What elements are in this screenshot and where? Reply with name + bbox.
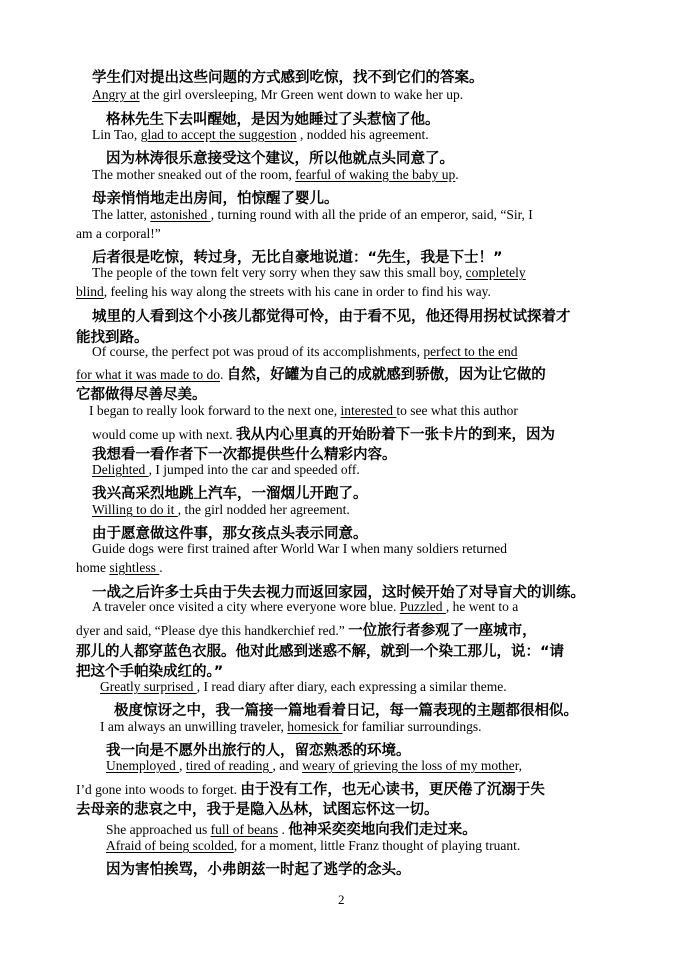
text-span: 那儿的人都穿蓝色衣服。他对此感到迷惑不解，就到一个染工那儿，说：“请 [76, 644, 565, 660]
text-line [106, 758, 522, 774]
text-span: 它都做得尽善尽美。 [76, 387, 207, 403]
text-span: r, [514, 758, 523, 773]
text-line [92, 599, 518, 615]
text-line [92, 167, 459, 183]
text-span: I’d gone into woods to forget. [76, 782, 241, 797]
text-span: 一战之后许多士兵由于失去视力而返回家园，这时候开始了对导盲犬的训练。 [92, 585, 585, 601]
text-span: 自然，好罐为自己的成就感到骄傲，因为让它做的 [226, 367, 546, 383]
text-line [76, 383, 207, 404]
text-span: The latter, [92, 207, 151, 222]
text-line [92, 207, 533, 223]
text-span: , and [272, 758, 303, 773]
text-line [92, 522, 368, 543]
text-span: 学生们对提出这些问题的方式感到吃惊，找不到它们的答案。 [92, 70, 484, 86]
underlined-phrase: fearful of waking the baby up [295, 167, 456, 182]
text-line [114, 699, 578, 720]
text-span: , nodded his agreement. [296, 127, 429, 142]
underlined-phrase: Willing to do it [92, 502, 178, 517]
text-line [100, 719, 482, 735]
text-line [92, 127, 429, 143]
underlined-phrase: tired of reading [185, 758, 273, 773]
text-span: I began to really look forward to the next one, [89, 403, 341, 418]
text-span: I am always an unwilling traveler, [100, 719, 288, 734]
text-span: am a corporal!” [76, 226, 161, 241]
underlined-phrase: for what it was made to do [76, 367, 220, 382]
underlined-phrase: full of beans [210, 822, 279, 837]
text-span: dyer and said, “Please dye this handkerchief red.” [76, 623, 349, 638]
underlined-phrase: astonished [150, 207, 211, 222]
text-line [106, 858, 411, 879]
text-span: for familiar surroundings. [342, 719, 482, 734]
text-span: The mother sneaked out of the room, [92, 167, 296, 182]
text-line [89, 403, 518, 419]
underlined-phrase: interested [340, 403, 397, 418]
text-span: 极度惊讶之中，我一篇接一篇地看着日记，每一篇表现的主题都很相似。 [114, 703, 578, 719]
text-span: 格林先生下去叫醒她，是因为她睡过了头惹恼了他。 [106, 112, 440, 128]
underlined-phrase: glad to accept the suggestion [140, 127, 297, 142]
text-span: 因为林涛很乐意接受这个建议，所以他就点头同意了。 [106, 151, 454, 167]
text-span: . [278, 822, 289, 837]
text-span: 后者很是吃惊，转过身，无比自豪地说道：“先生，我是下士！” [92, 250, 503, 266]
text-span: 去母亲的悲哀之中，我于是隐入丛林，试图忘怀这一切。 [76, 802, 439, 818]
underlined-phrase: sightless [109, 560, 160, 575]
text-span: the girl oversleeping, Mr Green went down to wake her up. [139, 87, 464, 102]
text-line [76, 619, 537, 640]
text-span: , for a moment, little Franz thought of playing truant. [233, 838, 521, 853]
underlined-phrase: homesick [287, 719, 343, 734]
text-span: . [455, 167, 459, 182]
text-line [92, 541, 507, 557]
text-line [92, 502, 350, 518]
underlined-phrase: blind [76, 284, 104, 299]
page-number: 2 [338, 892, 345, 907]
text-span: 我一向是不愿外出旅行的人，留恋熟悉的环境。 [106, 743, 411, 759]
text-span: Lin Tao, [92, 127, 141, 142]
text-span: 能找到路。 [76, 330, 149, 346]
text-line [92, 344, 518, 360]
text-span: A traveler once visited a city where everyone wore blue. [92, 599, 400, 614]
text-line [92, 443, 397, 464]
underlined-phrase: Puzzled [399, 599, 446, 614]
text-span: , turning round with all the pride of an emperor, said, “Sir, I [210, 207, 533, 222]
text-span: Of course, the perfect pot was proud of its accomplishments, [92, 344, 424, 359]
text-line [92, 482, 368, 503]
text-span: Guide dogs were first trained after World War I when many soldiers returned [92, 541, 507, 556]
text-line [76, 284, 491, 300]
underlined-phrase: Afraid of being scolded [106, 838, 234, 853]
text-span: 我兴高采烈地跳上汽车，一溜烟儿开跑了。 [92, 486, 368, 502]
text-line [106, 739, 411, 760]
text-span: 由于没有工作，也无心读书，更厌倦了沉溺于失 [240, 782, 545, 798]
text-span: She approached us [106, 822, 211, 837]
underlined-phrase: completely [465, 265, 526, 280]
text-span: 因为害怕挨骂，小弗朗兹一时起了逃学的念头。 [106, 862, 411, 878]
text-span: 由于愿意做这件事，那女孩点头表示同意。 [92, 526, 368, 542]
underlined-phrase: perfect to the end [423, 344, 518, 359]
text-line [106, 838, 520, 854]
text-span: , I read diary after diary, each expressing a similar theme. [196, 679, 507, 694]
underlined-phrase: Greatly surprised [100, 679, 197, 694]
text-line [106, 108, 440, 129]
text-line [76, 778, 545, 799]
text-span: 母亲悄悄地走出房间，怕惊醒了婴儿。 [92, 191, 339, 207]
text-span: 我想看一看作者下一次都提供些什么精彩内容。 [92, 447, 397, 463]
text-line [92, 305, 571, 326]
underlined-phrase: weary of grieving the loss of my mothe [302, 758, 515, 773]
text-span: would come up with next. [92, 427, 236, 442]
text-line [106, 818, 477, 839]
text-span: 把这个手帕染成红的。” [76, 664, 224, 680]
text-span: 他神采奕奕地向我们走过来。 [288, 822, 477, 838]
underlined-phrase: Angry at [92, 87, 140, 102]
text-span: home [76, 560, 110, 575]
text-line [106, 147, 454, 168]
text-span: , [179, 758, 186, 773]
text-span: . [219, 367, 227, 382]
text-line [92, 187, 339, 208]
text-span: . [159, 560, 163, 575]
text-span: , feeling his way along the streets with his cane in order to find his way. [103, 284, 491, 299]
underlined-phrase: Unemployed [106, 758, 180, 773]
text-span: , the girl nodded her agreement. [177, 502, 350, 517]
text-span: 一位旅行者参观了一座城市， [348, 623, 537, 639]
text-line [92, 87, 463, 103]
text-line [76, 660, 223, 681]
text-line [100, 679, 507, 695]
text-line [76, 640, 564, 661]
text-line [76, 560, 163, 576]
text-line [76, 226, 161, 242]
text-span: , I jumped into the car and speeded off. [148, 462, 360, 477]
text-line [92, 246, 503, 267]
text-span: to see what this author [396, 403, 518, 418]
text-span: 我从内心里真的开始盼着下一张卡片的到来，因为 [235, 427, 555, 443]
text-line [92, 66, 484, 87]
text-line [76, 798, 439, 819]
text-span: 城里的人看到这个小孩儿都觉得可怜，由于看不见，他还得用拐杖试探着才 [92, 309, 571, 325]
text-line [76, 363, 546, 384]
text-span: The people of the town felt very sorry when they saw this small boy, [92, 265, 466, 280]
underlined-phrase: Delighted [92, 462, 149, 477]
text-line [92, 462, 360, 478]
text-span: , he went to a [445, 599, 519, 614]
text-line [92, 423, 555, 444]
text-line [92, 265, 526, 281]
